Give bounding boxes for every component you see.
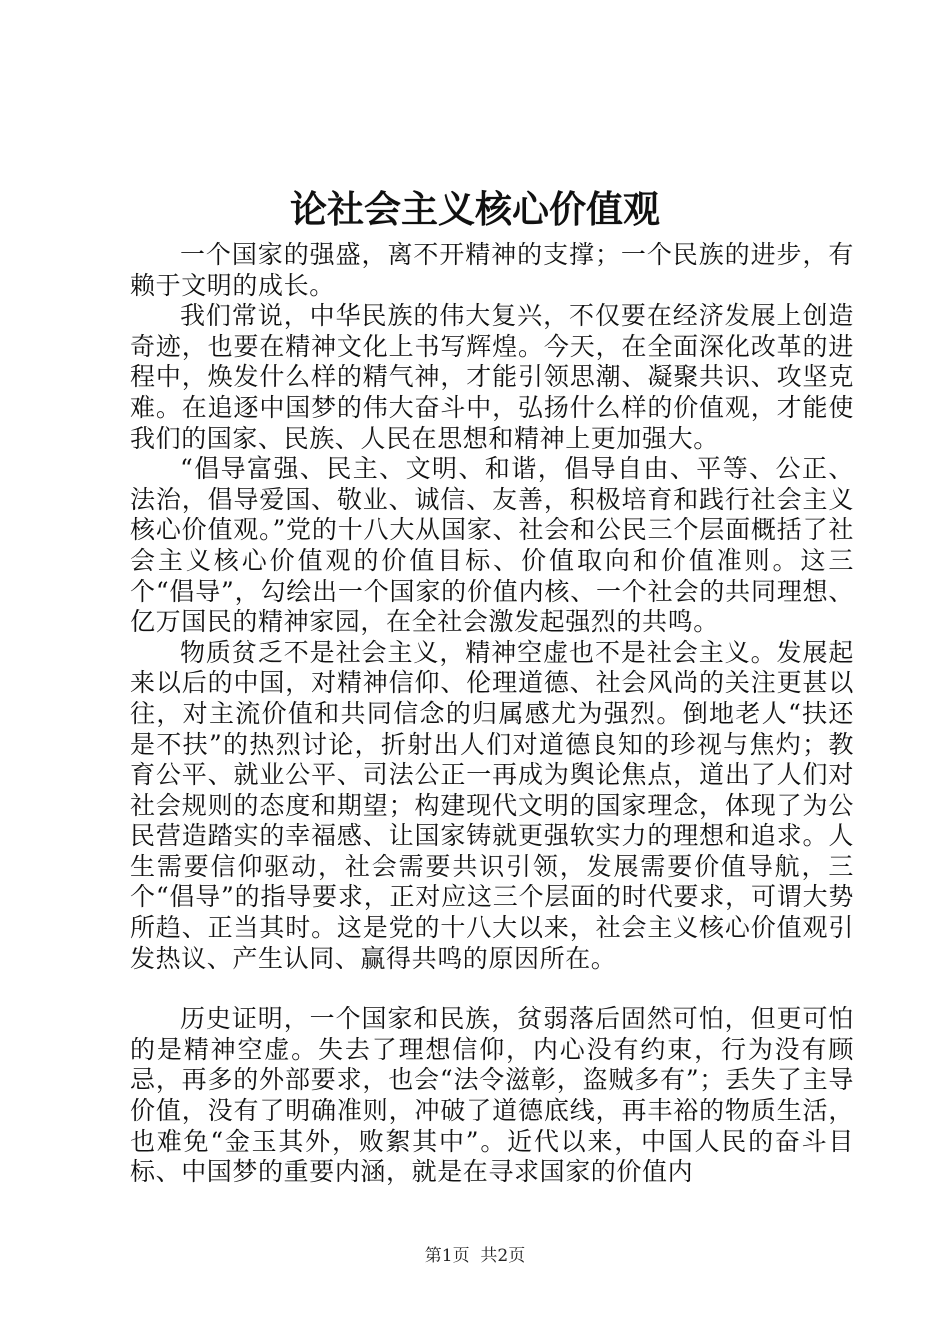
paragraph: 一个国家的强盛，离不开精神的支撑；一个民族的进步，有赖于文明的成长。 xyxy=(130,240,854,300)
paragraph: “倡导富强、民主、文明、和谐，倡导自由、平等、公正、法治，倡导爱国、敬业、诚信、友善，积极培育和践行社会主义核心价值观。”党的十八大从国家、社会和公民三个层面概括了社会主义核心价值观的价值目标、价值取向和价值准则。这三个“倡导”，勾绘出一个国家的价值内核、一个社会的共同理想、亿万国民的精神家园，在全社会激发起强烈的共鸣。 xyxy=(130,454,854,637)
document-body xyxy=(130,240,854,1188)
page-number: 第1页 xyxy=(424,1246,470,1266)
paragraph: 我们常说，中华民族的伟大复兴，不仅要在经济发展上创造奇迹，也要在精神文化上书写辉煌。今天，在全面深化改革的进程中，焕发什么样的精气神，才能引领思潮、凝聚共识、攻坚克难。在追逐中国梦的伟大奋斗中，弘扬什么样的价值观，才能使我们的国家、民族、人民在思想和精神上更加强大。 xyxy=(130,301,854,453)
paragraph: 物质贫乏不是社会主义，精神空虚也不是社会主义。发展起来以后的中国，对精神信仰、伦理道德、社会风尚的关注更甚以往，对主流价值和共同信念的归属感尤为强烈。倒地老人“扶还是不扶”的热烈讨论，折射出人们对道德良知的珍视与焦灼；教育公平、就业公平、司法公正一再成为舆论焦点，道出了人们对社会规则的态度和期望；构建现代文明的国家理念，体现了为公民营造踏实的幸福感、让国家铸就更强软实力的理想和追求。人生需要信仰驱动，社会需要共识引领，发展需要价值导航，三个“倡导”的指导要求，正对应这三个层面的时代要求，可谓大势所趋、正当其时。这是党的十八大以来，社会主义核心价值观引发热议、产生认同、赢得共鸣的原因所在。 xyxy=(130,637,854,973)
page-footer xyxy=(0,1245,950,1267)
document-title: 论社会主义核心价值观 xyxy=(290,187,660,231)
total-pages: 共2页 xyxy=(480,1246,526,1266)
paragraph: 历史证明，一个国家和民族，贫弱落后固然可怕，但更可怕的是精神空虚。失去了理想信仰，内心没有约束，行为没有顾忌，再多的外部要求，也会“法令滋彰，盗贼多有”；丢失了主导价值，没有了明确准则，冲破了道德底线，再丰裕的物质生活，也难免“金玉其外，败絮其中”。近代以来，中国人民的奋斗目标、中国梦的重要内涵，就是在寻求国家的价值内 xyxy=(130,1004,854,1187)
